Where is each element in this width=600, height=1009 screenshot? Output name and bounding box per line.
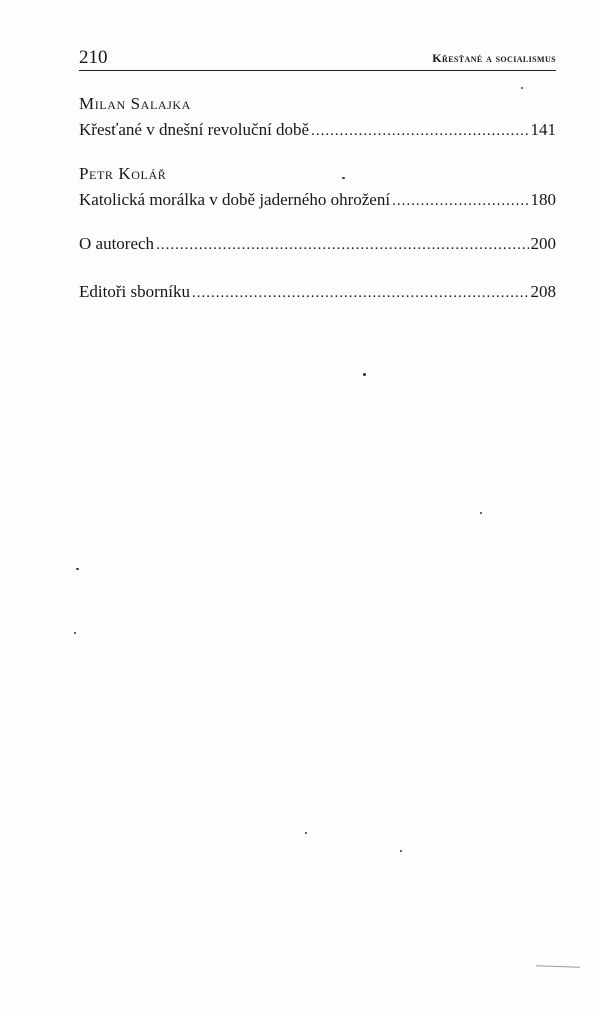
toc-author: Petr Kolář — [79, 164, 167, 183]
dot-leader — [311, 119, 528, 142]
table-of-contents — [79, 93, 556, 329]
dot-leader — [156, 233, 528, 256]
toc-entry-page: 208 — [530, 282, 556, 301]
toc-entry-title: O autorech — [79, 234, 155, 253]
toc-section-editori — [79, 281, 556, 303]
page-number: 210 — [79, 47, 108, 68]
scan-speck — [74, 632, 76, 634]
toc-entry-page: 141 — [530, 120, 556, 139]
running-head: Křesťané a socialismus — [432, 51, 556, 65]
scan-speck — [305, 832, 307, 834]
toc-entry-title: Křesťané v dnešní revoluční době — [79, 120, 310, 139]
page-header — [79, 46, 556, 71]
toc-entry-title: Editoři sborníku — [79, 282, 190, 301]
dot-leader — [192, 281, 529, 304]
toc-entry — [79, 233, 556, 255]
scan-speck — [480, 512, 482, 514]
scan-speck — [363, 373, 366, 376]
toc-section-kolar — [79, 163, 556, 211]
toc-entry-page: 200 — [530, 234, 556, 253]
toc-section-autori — [79, 233, 556, 255]
toc-entry — [79, 281, 556, 303]
scan-mark — [536, 965, 580, 968]
toc-entry — [79, 189, 556, 211]
toc-entry-page: 180 — [530, 190, 556, 209]
dot-leader — [392, 189, 528, 212]
scan-speck — [400, 850, 402, 852]
toc-entry-title: Katolická morálka v době jaderného ohrožení — [79, 190, 391, 209]
scan-speck — [342, 177, 345, 179]
toc-author: Milan Salajka — [79, 94, 191, 113]
toc-entry — [79, 119, 556, 141]
toc-section-salajka — [79, 93, 556, 141]
scan-speck — [521, 87, 523, 89]
scan-speck — [76, 568, 79, 570]
